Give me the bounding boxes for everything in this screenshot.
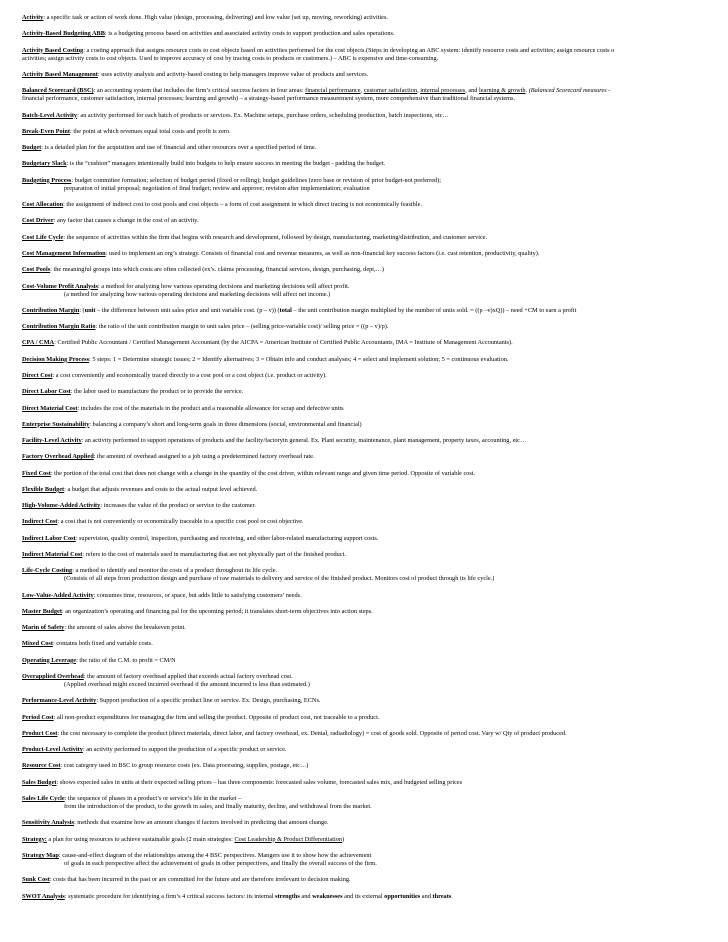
entry-direct-labor-cost [22,388,722,396]
term: Fixed Cost [22,469,51,477]
definition: : an accounting system that includes the firm’s critical success factors in four areas: [93,87,306,95]
bsc-area-customer: customer satisfaction [363,87,418,95]
term: Cost Driver [22,217,54,225]
definition-continued: of goals in each perspective affect the achievement of goals in other perspectives, and finally the overall success of the firm. [64,860,377,868]
definition: and [420,892,433,900]
term: Cost Life Cycle [22,233,64,241]
separator: . [525,87,529,95]
bsc-area-internal: internal processes [420,87,466,95]
definition: : a budget that adjusts revenues and costs to the actual output level achieved. [64,485,258,493]
definition-continued: (Consists of all steps from production design and purchase of raw materials to delivery and service of the finished product. Monitors cost of product through its life cycle.) [64,575,495,583]
entry-budgeting-process [22,177,722,193]
entry-life-cycle-costing [22,567,722,583]
definition: – the unit contribution margin multiplied by the number of units sold. = ((p –v)xQ)) – need +CM to earn a profit [291,306,577,314]
bsc-area-financial: financial performance [305,87,361,95]
term: Sales Life Cycle [22,794,65,802]
definition-continued: from the introduction of the product, to the growth in sales, and finally maturity, decline, and withdrawal from the market. [64,803,372,811]
term: Resource Cost [22,762,61,770]
swot-opportunities: opportunities [384,892,421,900]
term: Batch-Level Activity [22,111,78,119]
term: Flexible Budget [22,485,65,493]
definition: : a costing approach that assigns resource costs to cost objects based on activities performed for the cost objects.(Steps in developing an ABC system: identify resource costs and activities; assign resource costs o [83,46,615,54]
entry-sales-life-cycle [22,795,722,811]
definition: : is a budgeting process based on activities and associated activity costs to support production and sales operations. [104,30,395,38]
definition: : all non-product expenditures for managing the firm and selling the product. Opposite of product cost, not traceable to a product. [53,713,380,721]
term: Balanced Scorecard (BSC) [22,87,94,95]
definition: : a specific task or action of work done. High value (design, processing, delivering) and low value (set up, moving, reworking) activities. [43,14,389,21]
entry-resource-cost [22,762,722,770]
definition: : balancing a company’s short and long-term goals in three dimensions (social, environmental and financial) [89,420,362,428]
definition: : budget committee formation; selection of budget period (fixed or rolling); budget guidelines (zero base or revision of prior budget-not preferred); [71,176,442,184]
definition: : the portion of the total cost that does not change with a change in the quantity of the cost driver, within relevant range and given time period. Opposite of variable cost. [50,469,476,477]
bsc-area-learning: learning & growth [479,87,526,95]
definition: : the ratio of the C.M. to profit = CM/N [76,656,176,664]
entry-performance-level-activity [22,697,722,705]
term: Decision Making Process [22,355,90,363]
definition: ) [342,835,345,843]
entry-operating-leverage [22,657,722,665]
term: Activity [22,14,44,21]
entry-decision-making-process [22,356,722,364]
entry-direct-material-cost [22,405,722,413]
definition: : supervision, quality control, inspection, purchasing and receiving, and other labor-related manufacturing support costs. [75,534,379,542]
entry-cost-driver [22,217,722,225]
definition: : the amount of factory overhead applied that exceeds actual factory overhead cost. [83,672,293,680]
term: Strategy: [22,835,47,843]
term: Contribution Margin [22,306,80,314]
term: Cost Allocation [22,201,64,209]
term: Budget [22,144,42,152]
term: Direct Cost [22,372,53,379]
definition: : the sequence of activities within the firm that begins with research and development, followed by design, manufacturing, marketing/distribution, and customer service. [63,233,488,241]
term: Sensitivity Analysis [22,819,74,827]
definition-continued: activities; assign activity costs to cost objects. Used to improve accuracy of cost by tracing costs to products or customers.) – ABC is expensive and time-consuming. [22,54,439,62]
definition: and [299,892,313,900]
entry-high-volume-added-activity [22,502,722,510]
definition: : increases the value of the product or service to the customer. [100,502,256,510]
entry-swot-analysis [22,893,722,901]
definition: : costs that has been incurred in the past or are committed for the future and are therefore irrelevant to decision making. [49,876,351,884]
term: Direct Material Cost [22,404,78,412]
term: Marin of Safety [22,624,65,632]
term: Master Budget [22,607,62,615]
definition: : the sequence of phases in a product’s or service’s life in the market – [64,794,242,802]
definition: : Support production of a specific product line or service. Ex. Design, purchasing, ECNs. [96,697,321,705]
entry-cost-pools [22,266,722,274]
definition: : a cost that is not conveniently or economically traceable to a specific cost pool or cost objective. [57,518,304,526]
definition: : is the “cushion” managers intentionally build into budgets to help ensure success in meeting the budget - padding the budget. [66,160,386,168]
entry-cost-management-information [22,250,722,258]
term: Product-Level Activity [22,746,83,754]
term: Operating Leverage [22,656,77,664]
definition: : the labor used to manufacture the product or to provide the service. [70,388,244,396]
entry-budgetary-slack [22,160,722,168]
entry-cpa-cma [22,339,722,347]
definition: : uses activity analysis and activity-based costing to help managers improve value of products and services. [97,70,369,78]
definition: : a cost conveniently and economically traced directly to a cost pool or a cost object (i.e. product or activity). [52,372,327,379]
entry-overapplied-overhead [22,673,722,689]
entry-enterprise-sustainability [22,421,722,429]
separator: , [417,87,421,95]
definition: : contains both fixed and variable costs. [52,640,153,648]
term: Sunk Cost [22,876,50,884]
entry-sensitivity-analysis [22,819,722,827]
entry-contribution-margin-ratio [22,323,722,331]
term: Cost Management Information [22,249,106,257]
definition: : the ratio of the unit contribution margin to unit sales price – (selling price-variable cost)/ selling price = ((p – v)/p). [95,323,389,331]
entry-product-cost [22,730,722,738]
definition: : cost category used in BSC to group resource costs (ex. Data processing, supplies, postage, etc…) [60,762,309,770]
term: SWOT Analysis [22,892,65,900]
term: Contribution Margin Ratio [22,323,96,331]
definition: : systematic procedure for identifying a firm’s 4 critical success factors: its internal [64,892,276,900]
entry-direct-cost [22,372,722,380]
entry-batch-level-activity [22,112,722,120]
definition: : the assignment of indirect cost to cost pools and cost objects – a form of cost assignment in which direct tracing is not economically feasible. [63,201,422,209]
entry-budget [22,144,722,152]
term: Activity Based Costing [22,46,84,54]
entry-margin-of-safety [22,624,722,632]
definition: : used to implement an org’s strategy. Consists of financial cost and revenue measures, as well as non-financial key success factors (i.e. cust retention, productivity, quality). [105,249,540,257]
term: CPA / CMA [22,339,55,347]
entry-cost-volume-profit-analysis [22,283,722,299]
entry-activity-based-costing [22,47,722,63]
term: Indirect Material Cost [22,550,83,558]
entry-product-level-activity [22,746,722,754]
term: Indirect Cost [22,518,58,526]
strategy-types: Cost Leadership & Product Differentiation [234,835,343,843]
term: High-Volume-Added Activity [22,502,101,510]
entry-contribution-margin [22,307,722,315]
term: Life-Cycle Costing [22,567,73,575]
entry-balanced-scorecard [22,87,722,103]
entry-facility-level-activity [22,437,722,445]
glossary-sheet [22,0,722,901]
term: Overapplied Overhead [22,672,84,680]
definition-continued: (a method for analyzing how various operating decisions and marketing decisions will affect net income.) [64,290,331,298]
definition: : a method to identify and monitor the costs of a product throughout its life cycle. [72,567,278,575]
term: Low-Value-Added Activity [22,591,94,599]
definition: – the difference between unit sales price and unit variable cost. (p – v)) ( [95,306,280,314]
term: Indirect Labor Cost [22,534,76,542]
term: Cost Pools [22,266,51,274]
entry-sales-budget [22,779,722,787]
entry-indirect-labor-cost [22,535,722,543]
swot-strengths: strengths [275,892,300,900]
term: Sales Budget [22,778,57,786]
term: Period Cost [22,713,54,721]
entry-strategy [22,836,722,844]
entry-master-budget [22,608,722,616]
term: Budgeting Process [22,176,72,184]
definition: : methods that examine how an amount changes if factors involved in predicting that amount change. [73,819,329,827]
term: Direct Labor Cost [22,388,71,396]
entry-flexible-budget [22,486,722,494]
cm-total-label: total [279,306,292,314]
entry-factory-overhead-applied [22,453,722,461]
term: Enterprise Sustainability [22,420,90,428]
definition: : cause-and-effect diagram of the relationships among the 4 BSC perspectives. Mangers use it to show how the achievement [58,851,372,859]
definition: : an activity performed to support operations of products and the facility/factoryin general. Ex. Plant security, maintenance, plant management, property taxes, accounting, etc… [81,437,527,445]
definition: : an activity performed for each batch of products or services. Ex. Machine setups, purchase orders, scheduling production, batch inspections, etc… [77,111,449,119]
definition: : an activity performed to support the production of a specific product or service. [82,746,287,754]
definition: : the meaningful groups into which costs are often collected (ex’s. claims processing, financial services, design, purchasing, dept,…) [50,266,384,274]
definition: . [451,892,453,900]
term: Cost-Volume Profit Analysis [22,282,98,290]
definition: : includes the cost of the materials in the product and a reasonable allowance for scrap and defective units [77,404,344,412]
definition: : any factor that causes a change in the cost of an activity. [53,217,199,225]
definition: : 5 steps: 1 = Determine strategic issues; 2 = Identify alternatives; 3 = Obtain info and conduct analyses; 4 = select and implement solution; 5 = continuous evaluation. [89,355,509,363]
entry-activity-based-budgeting [22,30,722,38]
term: Budgetary Slack [22,160,67,168]
definition-continued: (Applied overhead might exceed incurred overhead if the amount incurred is less than estimated.) [64,681,310,689]
separator: , and [465,87,480,95]
entry-sunk-cost [22,876,722,884]
term: Mixed Cost [22,640,53,648]
bsc-measures-note: (Balanced Scorecard measures [528,87,607,95]
entry-break-even-point [22,128,722,136]
term: Break-Even Point [22,127,70,135]
entry-cost-allocation [22,201,722,209]
definition-continued: preparation of initial proposal; negotiation of final budget; review and approve; revision after implementation; evaluation [64,184,370,192]
definition: : a method for analyzing how various operating decisions and marketing decisions will affect profit. [97,282,350,290]
entry-indirect-cost [22,518,722,526]
definition-continued: financial performance, customer satisfaction, internal processes; learning and growth) – a strategy-based performance measurement system, more comprehensive than traditional financial systems. [22,95,516,103]
separator: - [606,87,611,95]
entry-mixed-cost [22,640,722,648]
definition: : consumes time, resources, or space, but adds little to satisfying customers’ needs. [93,591,302,599]
entry-period-cost [22,714,722,722]
definition: : an organization’s operating and financing pal for the upcoming period; it translates short-term objectives into action steps. [61,607,373,615]
separator: , [360,87,364,95]
term: Facility-Level Activity [22,437,82,445]
definition: a plan for using resources to achieve sustainable goals (2 main strategies: [46,835,235,843]
entry-activity-based-management [22,71,722,79]
entry-indirect-material-cost [22,551,722,559]
cm-unit-label: unit [84,306,96,314]
entry-low-value-added-activity [22,592,722,600]
entry-fixed-cost [22,470,722,478]
definition: and its external [342,892,385,900]
entry-activity [22,14,722,22]
definition: : the amount of overhead assigned to a job using a predetermined factory overhead rate. [93,453,315,461]
term: Product Cost [22,729,58,737]
term: Strategy Map [22,851,59,859]
definition: : shows expected sales in units at their expected selling prices – has three components: forecasted sales volume, forecasted sales mix, and budgeted selling prices [56,778,463,786]
definition: : the point at which revenues equal total costs and profit is zero. [70,127,231,135]
definition: : the cost necessary to complete the product (direct materials, direct labor, and factory overhead, ex. Dental, radiadiology) = cost of goods sold. Opposite of period cost. Vary w/ Qty of product produced. [57,729,567,737]
term: Performance-Level Activity [22,697,97,705]
definition: : is a detailed plan for the acquisition and use of financial and other resources over a specified period of time. [41,144,317,152]
definition: : Certified Public Accountant / Certified Management Accountant (by the AICPA = American Institute of Certified Public Accountants, IMA = Institute of Management Accountants). [54,339,513,347]
swot-weaknesses: weaknesses [312,892,343,900]
term: Activity Based Management [22,70,98,78]
swot-threats: threats [432,892,452,900]
term: Factory Overhead Applied [22,453,94,461]
definition: : refers to the cost of materials used in manufacturing that are not physically part of the finished product. [82,550,346,558]
term: Activity-Based Budgeting ABB [22,30,105,38]
definition: : the amount of sales above the breakeven point. [64,624,186,632]
entry-cost-life-cycle [22,234,722,242]
entry-strategy-map [22,852,722,868]
definition: : ( [79,306,85,314]
